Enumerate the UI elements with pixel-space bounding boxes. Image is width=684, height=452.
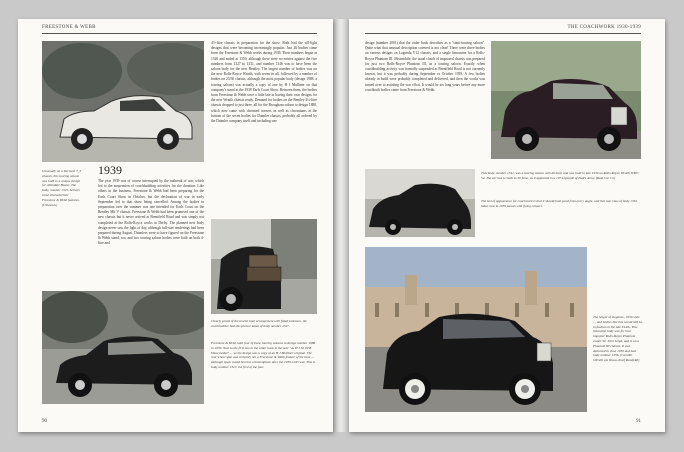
running-head-right: THE COACHWORK 1930-1939 xyxy=(567,25,641,30)
caption-boot: Clearly proud of the tourist boot arrangement with fitted suitcases, the coachbuilder had this picture taken of body number 1327. xyxy=(211,319,307,328)
body-text-right-page: design (number 2001) that the order book describes as a "semi-touring saloon". Quite what that unusual description covered is not clear! There were three bodies on various designs on Lagonda V12 chassis, and a single limousine for a Rolls-Royce Phantom III. Meanwhile, the usual clutch of improved chassis was prepared for just two Rolls-Royce Phantom III, as a touring saloon. Exactly when coachbuilding activity was formally suspended at Brentfield Road is not currently known, but it was probably during September or October 1939. A few bodies already in build were probably completed and delivered, and then the works was turned over to assisting the war effort. It would be six long years before any more coachbuilt bodies came from Freestone & Webb. xyxy=(365,41,485,92)
body-text-1939: The year 1939 was of course interrupted by the outbreak of war, which led to the suspension of coachbuilding activities for the duration. Like others in the business, Freestone & Webb had been preparing for the Earls Court Show in October, but the declaration of war in early September led to that show being cancelled. Among the bodies in preparation over the summer was one intended for Earls Court on the Bentley Mk V chassis. Freestone & Webb had been promised one of the new chassis but it never arrived at Brentfield Road and was simply not completed at the Rolls-Royce works in Derby. The planned new body design never saw the light of day, although full-size renderings had been prepared during August. Daimlers were to have figured on the Freestone & Webb stand, too, and two touring saloon bodies were built on both 4-litre and xyxy=(98,179,204,246)
folio-left: 90 xyxy=(42,419,47,424)
photo-phantom-iii-1336 xyxy=(365,247,587,412)
photo-touring-boot xyxy=(211,219,317,314)
caption-left: Unusually on a Derwent 7_5 chassis, this touring saloon was built to a unique design for Allendale House. The body, number 1325, betrays some characteristic Freestone & Webb features. (Unknown) xyxy=(42,169,82,207)
body-text-right-column: 4½-litre chassis in preparation for the show. Both had the sill-light designs that were becoming increasingly popular. Just 26 bodies came from the Freestone & Webb works during 1939. Their numbers began at 1320 and ended at 1350, although there were no entries against the five numbers from 1327 to 1331, and number 1346 was to have been the saloon body for the new Bentley. The largest number of bodies was on the new Rolls-Royce Wraith, with seven in all, followed by a number of bodies on 25/30 chassis, although the most popular body (design 1988, a touring saloon) was actually a copy of one by H J Mulliner on that company's stand at the 1938 Earls Court Show. Between them, the bodies from Freestone & Webb were a little late in having their own designs for the new Wraith chassis ready. Demand for bodies on the Bentley 4¼-litre chassis dropped to just three, all for the Brougham saloon to design 1880, which now came with chromed corners as well as chromiums at the bottom of the seven bodies for Daimler chassis, probably all ordered by the Daimler company itself and including one xyxy=(211,41,317,124)
right-page xyxy=(349,19,665,432)
photo-rear-view-1334 xyxy=(365,169,475,237)
photo-wraith-1341 xyxy=(491,41,641,159)
header-rule-right xyxy=(365,33,641,34)
caption-rear-view: The test of appearance for coachwork is that it should look good from every angle, and this rear view of body 1334 taken now in 1939 passes with flying colours. xyxy=(481,199,638,208)
photo-saloon-1327 xyxy=(42,291,204,404)
book-gutter xyxy=(333,19,349,432)
header-rule xyxy=(42,33,317,34)
folio-right: 91 xyxy=(636,419,641,424)
left-page xyxy=(18,19,333,432)
caption-1988-saloon: Freestone & Webb built four of these touring saloons to design number 1988 in 1939. Next to the first one in the order book is the note "As H J M 1938 Show model" — so the design was a copy of an H J Mulliner original. The rear wheel spat was certainly not a Freestone & Webb feature of the time — although spats would become commonplace after the 1939-1945 war. This is body number 1327, the first of the four. xyxy=(211,341,316,369)
caption-phantom-iii: The height of elegance, 1939-style — and bodies like this would still be in fashion in the late 1940s. This limousine body was for that imposter Rolls-Royce Phantom owner Sir John Leigh, and is on a Phantom III chassis. It was delivered in June 1939 and had body number 1336. (Camillo Olivetti via Klaus-Josef Rossfeldt) xyxy=(593,315,643,363)
running-head-left: FREESTONE & WEBB xyxy=(42,25,96,30)
caption-wraith-1341: This body, number 1341, was a touring saloon with division and was built in late 1939 on Rolls-Royce Wraith WMC 54. The car has a claim to 39 fame, as it appeared in a 1974 episode of Dad's Army. (Real Car Co) xyxy=(481,171,639,180)
section-heading-1939: 1939 xyxy=(98,163,122,177)
photo-saloon-1325 xyxy=(42,41,204,162)
